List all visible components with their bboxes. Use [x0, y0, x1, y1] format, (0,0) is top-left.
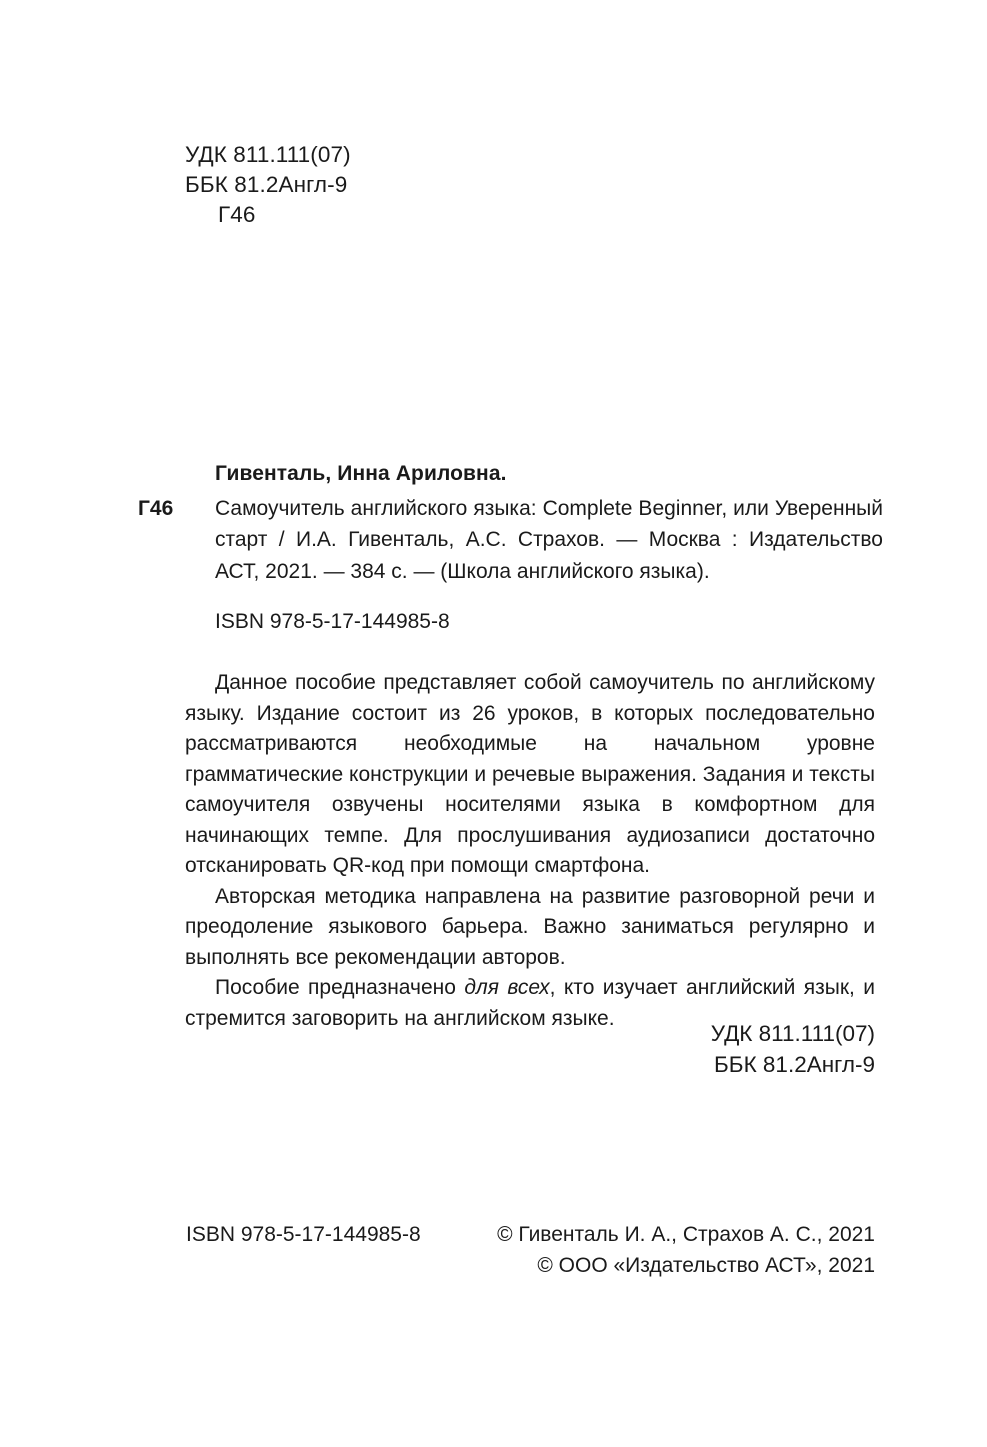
- udc-code-top: УДК 811.111(07): [185, 142, 351, 167]
- footer-copyright-block: [497, 1220, 875, 1281]
- bbk-code-bottom: ББК 81.2Англ-9: [714, 1052, 875, 1077]
- annotation-paragraph-1: Данное пособие представляет собой самоучитель по английскому языку. Издание состоит из 26 уроков, в которых последовательно рассматриваются необходимые на начальном уровне грамматические конструкции и речевые выражения. Задания и тексты самоучителя озвучены носителями языка в комфортном для начинающих темпе. Для прослушивания аудиозаписи достаточно отсканировать QR-код при помощи смартфона.: [185, 671, 875, 877]
- biblio-description: Самоучитель английского языка: Complete Beginner, или Уверенный старт / И.А. Гивенталь, А.С. Страхов. — Москва : Издательство АСТ, 2021. — 384 с. — (Школа английского языка).: [215, 496, 883, 583]
- biblio-body: [138, 493, 883, 588]
- annotation-p3-emphasis: для всех: [464, 976, 550, 999]
- copyright-publisher: © ООО «Издательство АСТ», 2021: [537, 1253, 875, 1277]
- udc-code-bottom: УДК 811.111(07): [710, 1021, 875, 1046]
- biblio-author-name: Гивенталь, Инна Ариловна.: [215, 462, 507, 485]
- biblio-shelf-marker: Г46: [138, 496, 174, 520]
- classification-block-top: [185, 140, 351, 230]
- footer-isbn: ISBN 978-5-17-144985-8: [186, 1223, 421, 1246]
- annotation-paragraph-2: Авторская методика направлена на развитие разговорной речи и преодоление языкового барьера. Важно заниматься регулярно и выполнять все рекомендации авторов.: [185, 884, 875, 969]
- bbk-code-top: ББК 81.2Англ-9: [185, 172, 348, 197]
- classification-block-bottom: [711, 1018, 875, 1080]
- author-sign-code-top: Г46: [218, 202, 256, 227]
- annotation-block: [185, 668, 875, 1034]
- annotation-p3-part-2: , кто изучает английский язык, и стремится заговорить на английском языке.: [185, 976, 875, 1030]
- bibliographic-record: [138, 458, 883, 587]
- isbn-main: ISBN 978-5-17-144985-8: [215, 610, 450, 633]
- copyright-authors: © Гивенталь И. А., Страхов А. С., 2021: [497, 1223, 875, 1246]
- annotation-p3-part-1: Пособие предназначено: [215, 976, 465, 999]
